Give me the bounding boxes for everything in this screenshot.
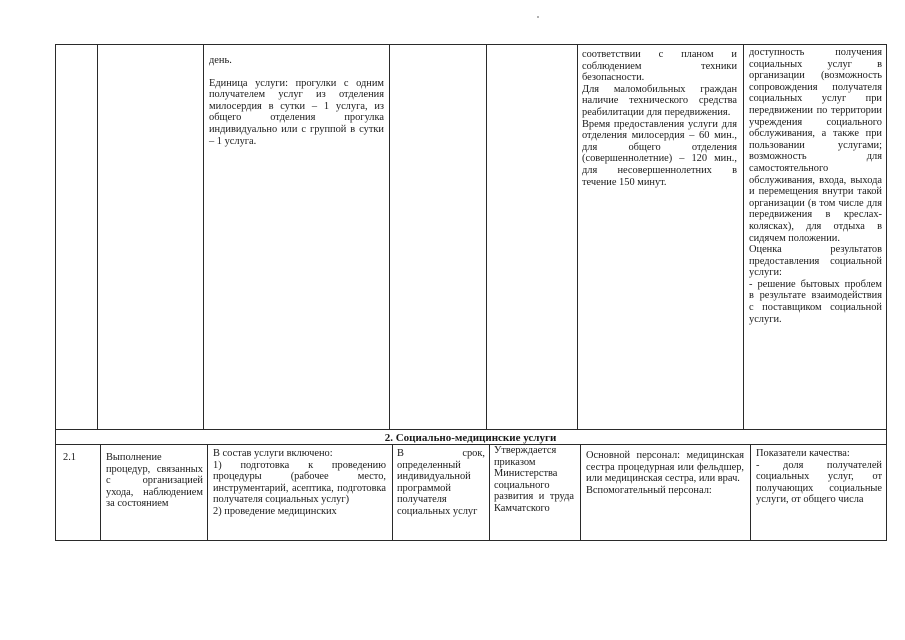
service-content-cell [213, 448, 386, 518]
col-divider [743, 44, 744, 430]
cell-text: - решение бытовых проблем в результате взаимодействия с поставщиком социальной услуги. [749, 278, 882, 325]
cell-text: 1) подготовка к проведению процедуры (рабочее место, инструментарий, асептика, подготовка получателя социальных услуг) [213, 459, 386, 506]
cell-text: Выполнение процедур, связанных с организацией ухода, наблюдением за состоянием [106, 452, 203, 510]
table-border-top [55, 44, 886, 45]
col-divider [392, 444, 393, 541]
section-divider-top [55, 429, 886, 430]
col-divider [577, 44, 578, 430]
cell-text: Оценка результатов предоставления социальной услуги: [749, 244, 882, 279]
col-divider [750, 444, 751, 541]
quality-indicators-cell [756, 448, 882, 506]
cell-text: 2) проведение медицинских [213, 505, 337, 517]
quality-cell [749, 47, 882, 325]
cell-text: - доля получателей социальных услуг, от получающих социальные услуги, от общего числа [756, 459, 882, 506]
cell-text [209, 67, 384, 78]
cell-text: В состав услуги включено: [213, 448, 333, 459]
staff-conditions-cell [586, 450, 744, 496]
col-divider [489, 444, 490, 541]
col-divider [580, 444, 581, 541]
tariff-cell [494, 445, 574, 515]
cell-text: Время предоставления услуги для отделения милосердия – 60 мин., для общего отделения (совершеннолетние) – 120 мин., для несовершеннолетних в течение 150 минут. [582, 118, 737, 188]
conditions-cell [582, 49, 737, 188]
col-divider [886, 44, 887, 541]
col-divider [100, 444, 101, 541]
cell-text: Утверждается приказом Министерства социального развития и труда Камчатского [494, 445, 574, 514]
cell-text: Вспомогательный персонал: [586, 484, 712, 496]
cell-text: Показатели качества: [756, 448, 850, 459]
table-border-bottom [55, 540, 886, 541]
cell-text: Единица услуги: прогулки с одним получателем услуг из отделения милосердия в сутки – 1 услуга, из общего отделения прогулка индивидуально или с группой в сутки – 1 услуга. [209, 77, 384, 147]
cell-text: день. [209, 55, 232, 66]
section-heading: 2. Социально-медицинские услуги [384, 432, 557, 444]
unit-description-cell [209, 55, 384, 147]
cell-text: В срок, определенный индивидуальной программой получателя социальных услуг [397, 448, 485, 517]
term-cell [397, 448, 485, 518]
service-name-cell [106, 452, 203, 510]
scan-dot [537, 16, 539, 18]
col-divider [203, 44, 204, 430]
col-divider [97, 44, 98, 430]
cell-text: доступность получения социальных услуг в организации (возможность сопровождения получателя социальных услуг при передвижении по территории учреждения социального обслуживания, а также при пользовании услугами; возможность для самостоятельного обслуживания, входа, выхода и перемещения внутри такой организации (в том числе для передвижения в креслах-колясках), для отдыха в сидячем положении. [749, 47, 882, 244]
row-number-cell: 2.1 [63, 452, 76, 463]
col-divider [55, 44, 56, 541]
col-divider [207, 444, 208, 541]
cell-text: соответствии с планом и соблюдением техники безопасности. [582, 49, 737, 84]
cell-text: Основной персонал: медицинская сестра процедурная или фельдшер, или медицинская сестра, или врач. [586, 450, 744, 485]
col-divider [486, 44, 487, 430]
col-divider [389, 44, 390, 430]
section-divider-bottom [55, 444, 886, 445]
cell-text: Для маломобильных граждан наличие технического средства реабилитации для передвижения. [582, 83, 737, 118]
